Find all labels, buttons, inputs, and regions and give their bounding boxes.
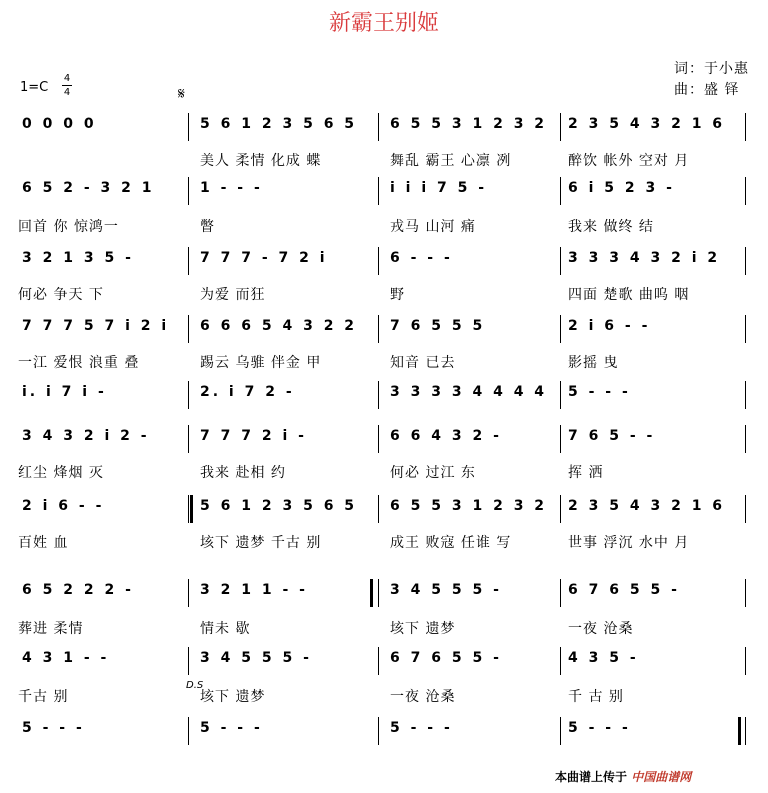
- lyric-line: 知音 已去: [390, 355, 456, 371]
- bar-line: [745, 247, 746, 275]
- bar-line: [188, 381, 189, 409]
- measure: 6 7 6 5 5 -: [390, 650, 502, 666]
- measure: 2 3 5 4 3 2 1 6: [568, 498, 726, 514]
- lyric-line: 为爱 而狂: [200, 287, 266, 303]
- bar-line: [378, 315, 379, 343]
- measure: 2 i 6 - -: [568, 318, 651, 334]
- bar-line: [745, 579, 746, 607]
- bar-line: [188, 495, 189, 523]
- measure: 6 i 5 2 3 -: [568, 180, 675, 196]
- measure: 6 5 5 3 1 2 3 2: [390, 116, 548, 132]
- time-signature-line: [62, 85, 72, 86]
- lyric-line: 垓下 遗梦: [200, 689, 266, 705]
- bar-line: [188, 425, 189, 453]
- lyric-line: 四面 楚歌 曲呜 咽: [568, 287, 690, 303]
- measure: 5 6 1 2 3 5 6 5: [200, 498, 358, 514]
- bar-line: [560, 247, 561, 275]
- bar-line: [745, 495, 746, 523]
- bar-line: [560, 381, 561, 409]
- bar-line: [560, 113, 561, 141]
- bar-line: [188, 247, 189, 275]
- bar-line: [378, 113, 379, 141]
- lyric-line: 戎马 山河 痛: [390, 219, 476, 235]
- lyric-line: 情未 歇: [200, 621, 251, 637]
- ds-mark: D.S: [186, 680, 204, 691]
- measure: 2 i 6 - -: [22, 498, 105, 514]
- lyric-line: 舞乱 霸王 心凛 冽: [390, 153, 512, 169]
- bar-line: [378, 425, 379, 453]
- lyric-line: 世事 浮沉 水中 月: [568, 535, 690, 551]
- lyric-line: 一夜 沧桑: [390, 689, 456, 705]
- bar-line: [560, 495, 561, 523]
- bar-line: [745, 425, 746, 453]
- segno-sign: 𝄋: [178, 84, 185, 103]
- lyric-line: 影摇 曳: [568, 355, 619, 371]
- measure: 6 6 6 5 4 3 2 2: [200, 318, 358, 334]
- bar-line: [745, 315, 746, 343]
- lyric-line: 回首 你 惊鸿一: [18, 219, 119, 235]
- lyric-line: 瞥: [200, 219, 215, 235]
- lyric-line: 一夜 沧桑: [568, 621, 634, 637]
- bar-line: [745, 113, 746, 141]
- measure: 7 7 7 2 i -: [200, 428, 307, 444]
- measure: 7 7 7 - 7 2 i: [200, 250, 328, 266]
- bar-line: [378, 247, 379, 275]
- measure: 7 7 7 5 7 i 2 i: [22, 318, 170, 334]
- measure: 3 4 5 5 5 -: [200, 650, 312, 666]
- song-title: 新霸王别姬: [328, 11, 439, 36]
- footer: [555, 768, 691, 785]
- bar-line: [378, 717, 379, 745]
- measure: 3 2 1 3 5 -: [22, 250, 134, 266]
- measure: 4 3 5 -: [568, 650, 639, 666]
- lyric-line: 我来 赴相 约: [200, 465, 286, 481]
- measure: 3 3 3 4 3 2 i 2: [568, 250, 721, 266]
- measure: 5 - - -: [390, 720, 453, 736]
- lyric-line: 美人 柔情 化成 蝶: [200, 153, 322, 169]
- measure: 3 4 5 5 5 -: [390, 582, 502, 598]
- bar-line: [188, 113, 189, 141]
- measure: 3 2 1 1 - -: [200, 582, 308, 598]
- measure: 5 6 1 2 3 5 6 5: [200, 116, 358, 132]
- bar-line: [745, 717, 746, 745]
- bar-line: [378, 579, 379, 607]
- measure: 6 5 2 - 3 2 1: [22, 180, 155, 196]
- bar-line: [560, 717, 561, 745]
- bar-line: [560, 177, 561, 205]
- lyric-line: 千 古 别: [568, 689, 624, 705]
- lyric-line: 踢云 乌骓 伴金 甲: [200, 355, 322, 371]
- measure: 6 - - -: [390, 250, 453, 266]
- measure: 6 5 5 3 1 2 3 2: [390, 498, 548, 514]
- bar-line: [560, 579, 561, 607]
- thick-bar-line: [738, 717, 741, 745]
- measure: i. i 7 i -: [22, 384, 107, 400]
- bar-line: [745, 177, 746, 205]
- measure: 6 6 4 3 2 -: [390, 428, 502, 444]
- bar-line: [378, 177, 379, 205]
- measure: 5 - - -: [22, 720, 85, 736]
- measure: 3 3 3 3 4 4 4 4: [390, 384, 548, 400]
- measure: 2 3 5 4 3 2 1 6: [568, 116, 726, 132]
- lyricist-credit: 词：于小惠: [674, 61, 749, 77]
- lyric-line: 醉饮 帐外 空对 月: [568, 153, 690, 169]
- thick-bar-line: [190, 495, 193, 523]
- lyric-line: 挥 洒: [568, 465, 604, 481]
- key-signature: 1=C: [20, 80, 49, 95]
- lyric-line: 垓下 遗梦: [390, 621, 456, 637]
- lyric-line: 何必 争天 下: [18, 287, 104, 303]
- measure: 5 - - -: [200, 720, 263, 736]
- measure: 2. i 7 2 -: [200, 384, 295, 400]
- bar-line: [560, 647, 561, 675]
- lyric-line: 百姓 血: [18, 535, 69, 551]
- measure: 1 - - -: [200, 180, 263, 196]
- measure: 6 7 6 5 5 -: [568, 582, 680, 598]
- lyric-line: 我来 做终 结: [568, 219, 654, 235]
- bar-line: [560, 315, 561, 343]
- lyric-line: 何必 过江 东: [390, 465, 476, 481]
- lyric-line: 红尘 烽烟 灭: [18, 465, 104, 481]
- measure: 7 6 5 5 5: [390, 318, 486, 334]
- lyric-line: 野: [390, 287, 405, 303]
- footer-text: 本曲谱上传于: [555, 770, 628, 784]
- time-signature-bottom: 4: [63, 87, 71, 98]
- bar-line: [378, 495, 379, 523]
- measure: 5 - - -: [568, 720, 631, 736]
- lyric-line: 葬进 柔情: [18, 621, 84, 637]
- bar-line: [188, 717, 189, 745]
- lyric-line: 成王 败寇 任谁 写: [390, 535, 512, 551]
- bar-line: [188, 647, 189, 675]
- bar-line: [188, 579, 189, 607]
- bar-line: [188, 315, 189, 343]
- composer-credit: 曲：盛 铎: [674, 82, 740, 98]
- bar-line: [378, 381, 379, 409]
- measure: 5 - - -: [568, 384, 631, 400]
- measure: 0 0 0 0: [22, 116, 97, 132]
- measure: 4 3 1 - -: [22, 650, 110, 666]
- bar-line: [560, 425, 561, 453]
- time-signature: [62, 73, 72, 98]
- thick-bar-line: [370, 579, 373, 607]
- site-logo: 中国曲谱网: [631, 770, 692, 784]
- measure: i i i 7 5 -: [390, 180, 488, 196]
- measure: 7 6 5 - -: [568, 428, 656, 444]
- lyric-line: 一江 爱恨 浪重 叠: [18, 355, 140, 371]
- bar-line: [378, 647, 379, 675]
- measure: 3 4 3 2 i 2 -: [22, 428, 150, 444]
- bar-line: [745, 647, 746, 675]
- bar-line: [188, 177, 189, 205]
- measure: 6 5 2 2 2 -: [22, 582, 134, 598]
- lyric-line: 千古 别: [18, 689, 69, 705]
- time-signature-top: 4: [63, 73, 71, 84]
- lyric-line: 垓下 遗梦 千古 别: [200, 535, 322, 551]
- bar-line: [745, 381, 746, 409]
